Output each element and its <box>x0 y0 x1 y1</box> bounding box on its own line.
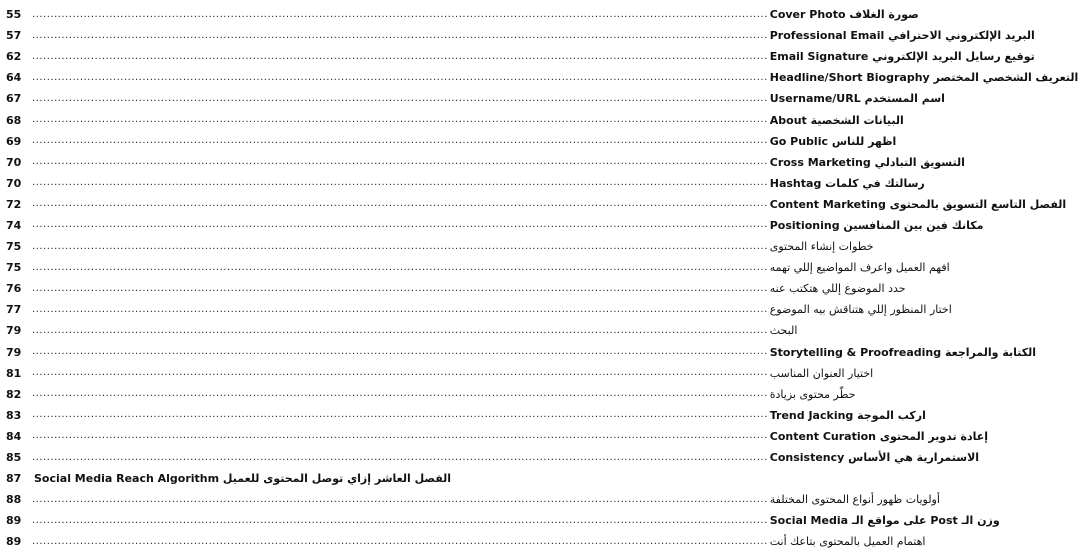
toc-entry[interactable] <box>0 257 950 278</box>
toc-entry-title: مكانك فين بين المنافسين Positioning <box>769 218 984 232</box>
toc-entry[interactable] <box>0 384 856 405</box>
toc-page-number: 85 <box>6 451 22 465</box>
toc-entry[interactable] <box>0 131 897 152</box>
toc-entry-title: توقيع رسايل البريد الإلكتروني Email Signature <box>769 50 1035 64</box>
toc-entry-title: الفصل التاسع التسويق بالمحتوى Content Marketing <box>769 197 1067 211</box>
toc-entry[interactable] <box>0 194 1067 215</box>
toc-page-number: 82 <box>6 387 22 401</box>
toc-dot-leader: ........................................................................................................................................................................................................ <box>32 346 768 358</box>
toc-dot-leader: ........................................................................................................................................................................................................ <box>32 135 768 147</box>
toc-dot-leader: ........................................................................................................................................................................................................ <box>32 177 768 189</box>
toc-dot-leader: ........................................................................................................................................................................................................ <box>32 409 768 421</box>
toc-dot-leader: ........................................................................................................................................................................................................ <box>32 92 768 104</box>
toc-dot-leader: ........................................................................................................................................................................................................ <box>32 50 768 62</box>
toc-entry-title: صورة الغلاف Cover Photo <box>769 8 919 22</box>
toc-entry-title: التسويق التبادلي Cross Marketing <box>769 155 965 169</box>
toc-page-number: 55 <box>6 8 22 22</box>
toc-entry[interactable] <box>0 447 980 468</box>
toc-entry-title: اهتمام العميل بالمحتوى بتاعك أنت <box>769 535 926 549</box>
toc-page-number: 81 <box>6 366 22 380</box>
toc-page-number: 76 <box>6 282 22 296</box>
toc-entry[interactable] <box>0 46 1035 67</box>
toc-entry-title: افهم العميل واعرف المواضيع إللي تهمه <box>769 261 950 275</box>
toc-page-number: 74 <box>6 218 22 232</box>
toc-dot-leader: ........................................................................................................................................................................................................ <box>32 198 768 210</box>
toc-entry[interactable] <box>0 25 1035 46</box>
toc-entry[interactable] <box>0 4 919 25</box>
toc-entry-title: حطّر محتوى بزيادة <box>769 387 856 401</box>
toc-page-number: 64 <box>6 71 22 85</box>
toc-dot-leader: ........................................................................................................................................................................................................ <box>32 514 768 526</box>
toc-entry[interactable] <box>0 405 926 426</box>
toc-dot-leader: ........................................................................................................................................................................................................ <box>32 324 768 336</box>
toc-entry-title: رسالتك في كلمات Hashtag <box>769 176 925 190</box>
toc-entry[interactable] <box>0 173 925 194</box>
toc-entry-title: اختيار العنوان المناسب <box>769 366 874 380</box>
toc-dot-leader: ........................................................................................................................................................................................................ <box>32 219 768 231</box>
toc-entry-title: اركب الموجة Trend Jacking <box>769 408 926 422</box>
toc-page-number: 75 <box>6 261 22 275</box>
toc-entry-title: حدد الموضوع إللي هتكتب عنه <box>769 282 906 296</box>
toc-page-number: 75 <box>6 240 22 254</box>
toc-page-number: 79 <box>6 324 22 338</box>
toc-entry[interactable] <box>0 109 904 130</box>
toc-dot-leader: ........................................................................................................................................................................................................ <box>32 430 768 442</box>
toc-dot-leader: ........................................................................................................................................................................................................ <box>32 156 768 168</box>
toc-entry-title: اظهر للناس Go Public <box>769 134 897 148</box>
toc-page-number: 87 <box>6 472 22 486</box>
toc-entry-title: خطوات إنشاء المحتوى <box>769 240 874 254</box>
toc-entry[interactable] <box>0 67 1078 88</box>
toc-dot-leader: ........................................................................................................................................................................................................ <box>32 114 768 126</box>
toc-entry-title: البحث <box>769 324 798 338</box>
toc-dot-leader: ........................................................................................................................................................................................................ <box>32 71 768 83</box>
toc-page-number: 83 <box>6 408 22 422</box>
toc-entry[interactable] <box>0 236 874 257</box>
toc-entry-title: التعريف الشخصي المختصر Headline/Short Biography <box>769 71 1078 85</box>
toc-entry-title: أولويات ظهور أنواع المحتوى المختلفة <box>769 493 940 507</box>
toc-entry[interactable] <box>0 152 965 173</box>
toc-entry-title: البريد الإلكتروني الاحترافي Professional Email <box>769 29 1035 43</box>
toc-dot-leader: ........................................................................................................................................................................................................ <box>32 240 768 252</box>
toc-entry[interactable] <box>0 88 945 109</box>
toc-page-number: 89 <box>6 535 22 549</box>
toc-entry-title: اختار المنظور إللي هتناقش بيه الموضوع <box>769 303 952 317</box>
toc-entry[interactable] <box>0 489 940 510</box>
toc-dot-leader: ........................................................................................................................................................................................................ <box>32 8 768 20</box>
toc-entry[interactable] <box>0 278 906 299</box>
toc-entry-title: إعادة تدوير المحتوى Content Curation <box>769 429 989 443</box>
toc-dot-leader: ........................................................................................................................................................................................................ <box>32 303 768 315</box>
toc-page-number: 70 <box>6 176 22 190</box>
toc-entry[interactable] <box>0 215 984 236</box>
toc-page-number: 88 <box>6 493 22 507</box>
toc-entry[interactable] <box>0 426 989 447</box>
toc-entry[interactable] <box>0 320 798 341</box>
toc-dot-leader: ........................................................................................................................................................................................................ <box>32 535 768 547</box>
toc-page-number: 84 <box>6 429 22 443</box>
toc-page-number: 57 <box>6 29 22 43</box>
toc-entry[interactable] <box>0 299 952 320</box>
toc-entry-title: الفصل العاشر إزاي توصل المحتوى للعميل Social Media Reach Algorithm <box>34 472 452 486</box>
toc-dot-leader: ........................................................................................................................................................................................................ <box>32 388 768 400</box>
toc-entry-title: اسم المستخدم Username/URL <box>769 92 945 106</box>
toc-entry[interactable] <box>0 531 926 552</box>
toc-page-number: 68 <box>6 113 22 127</box>
toc-page-number: 89 <box>6 514 22 528</box>
toc-page-number: 79 <box>6 345 22 359</box>
toc-entry-title: الكتابة والمراجعة Storytelling & Proofreading <box>769 345 1037 359</box>
toc-dot-leader: ........................................................................................................................................................................................................ <box>32 282 768 294</box>
toc-entry-title: وزن الـ Post على مواقع الـ Social Media <box>769 514 1000 528</box>
toc-dot-leader: ........................................................................................................................................................................................................ <box>32 261 768 273</box>
toc-entry[interactable] <box>0 363 874 384</box>
toc-page-number: 62 <box>6 50 22 64</box>
toc-page-number: 72 <box>6 197 22 211</box>
toc-page-number: 77 <box>6 303 22 317</box>
toc-page-number: 70 <box>6 155 22 169</box>
toc-entry[interactable] <box>0 468 452 489</box>
toc-page-number: 69 <box>6 134 22 148</box>
toc-dot-leader: ........................................................................................................................................................................................................ <box>32 451 768 463</box>
toc-page-number: 67 <box>6 92 22 106</box>
toc-entry-title: البيانات الشخصية About <box>769 113 904 127</box>
toc-dot-leader: ........................................................................................................................................................................................................ <box>32 367 768 379</box>
toc-dot-leader: ........................................................................................................................................................................................................ <box>32 29 768 41</box>
toc-entry-title: الاستمرارية هي الأساس Consistency <box>769 451 980 465</box>
toc-dot-leader: ........................................................................................................................................................................................................ <box>32 493 768 505</box>
toc-entry[interactable] <box>0 342 1037 363</box>
toc-entry[interactable] <box>0 510 1000 531</box>
